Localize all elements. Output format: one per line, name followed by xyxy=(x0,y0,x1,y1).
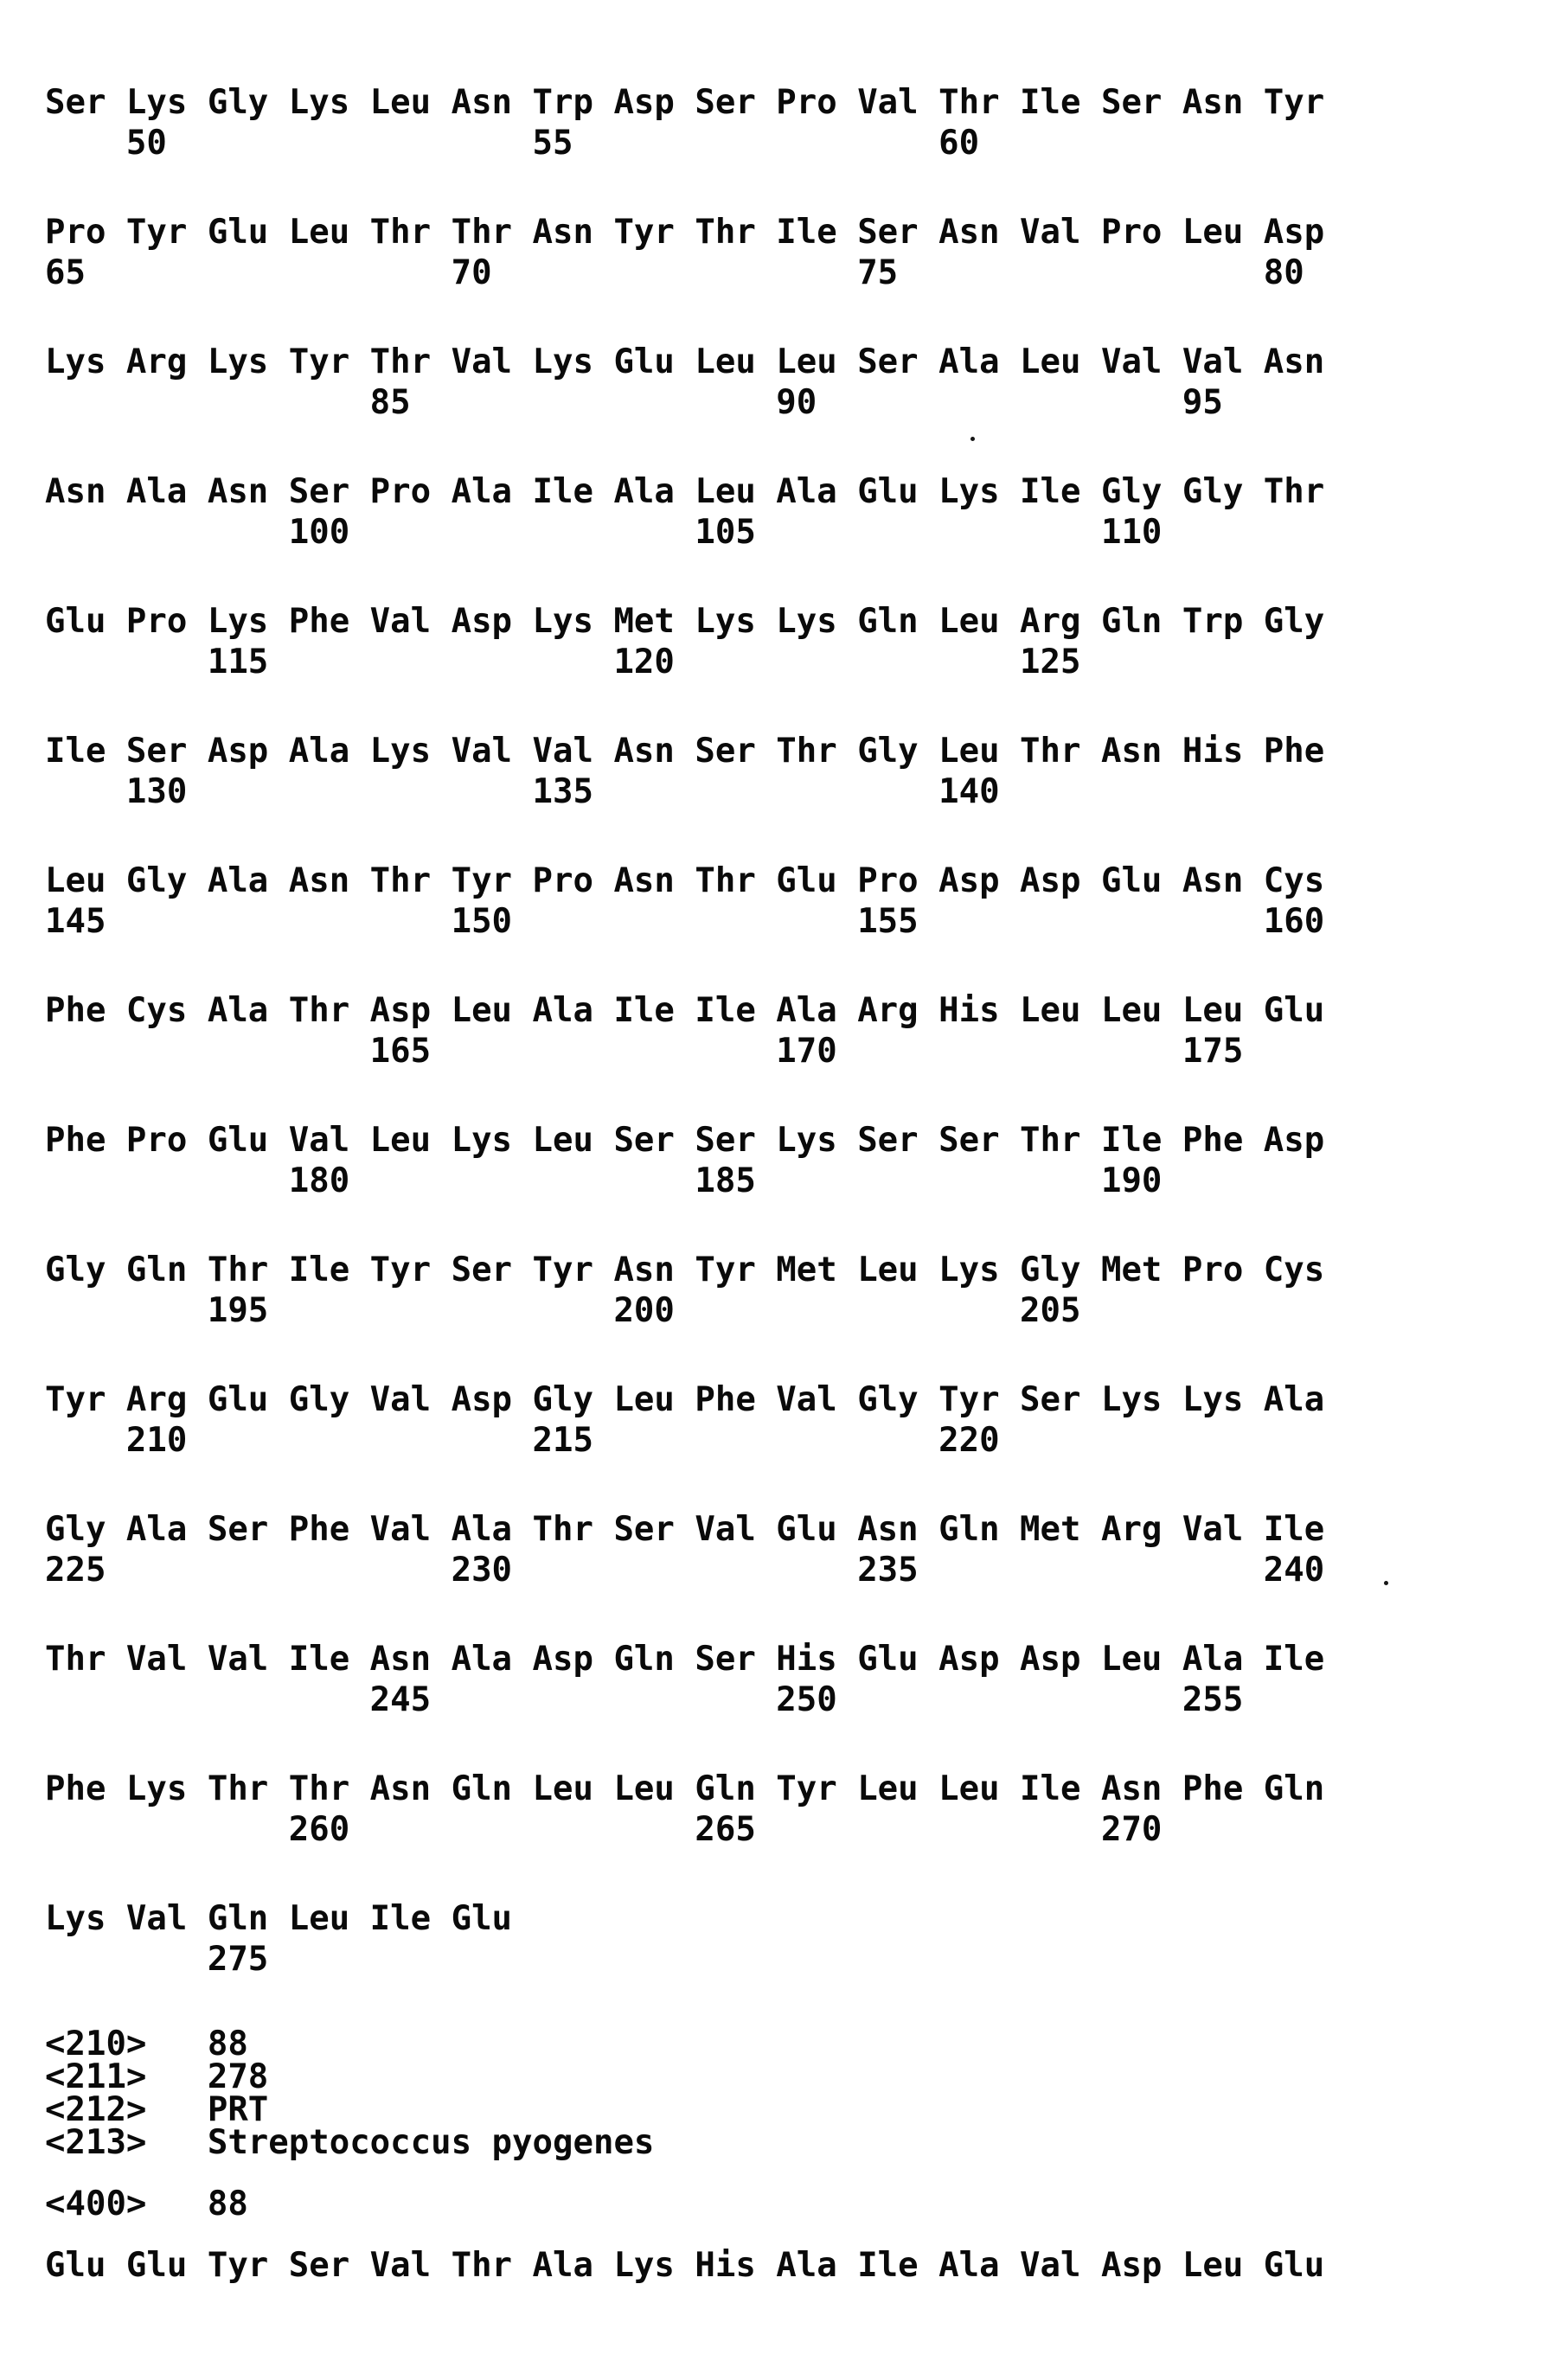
residue-number-line: 225 230 235 240 xyxy=(45,1551,1325,1590)
sequence-row xyxy=(45,1639,1563,1720)
sequence-row xyxy=(45,731,1563,812)
amino-acid-line: Thr Val Val Ile Asn Ala Asp Gln Ser His Glu Asp Asp Leu Ala Ile xyxy=(45,1640,1325,1679)
sequence-row xyxy=(45,471,1563,553)
residue-number-line: 65 70 75 80 xyxy=(45,253,1304,292)
residue-number-line: 115 120 125 xyxy=(45,643,1081,681)
sequence-400-header xyxy=(45,2185,1563,2223)
amino-acid-line: Gly Gln Thr Ile Tyr Ser Tyr Asn Tyr Met Leu Lys Gly Met Pro Cys xyxy=(45,1251,1325,1289)
sequence-row xyxy=(45,212,1563,293)
residue-number-line: 145 150 155 160 xyxy=(45,902,1325,941)
sequence-row xyxy=(45,1509,1563,1590)
sequence-row xyxy=(45,342,1563,423)
metadata-line: <210> 88 xyxy=(45,2025,248,2063)
sequence-row xyxy=(45,601,1563,682)
scan-artifact-dot xyxy=(970,437,975,441)
residue-number-line: 260 265 270 xyxy=(45,1810,1163,1849)
sequence-row xyxy=(45,1769,1563,1850)
amino-acid-line: Glu Pro Lys Phe Val Asp Lys Met Lys Lys Gln Leu Arg Gln Trp Gly xyxy=(45,602,1325,641)
residue-number-line: 165 170 175 xyxy=(45,1032,1244,1071)
sequence-row xyxy=(45,1898,1563,1980)
sequence-rows-section xyxy=(45,82,1563,1980)
sequence-400-line: <400> 88 xyxy=(45,2185,248,2223)
sequence-start-row xyxy=(45,2245,1563,2286)
amino-acid-line: Leu Gly Ala Asn Thr Tyr Pro Asn Thr Glu Pro Asp Asp Glu Asn Cys xyxy=(45,861,1325,900)
sequence-row xyxy=(45,1120,1563,1201)
amino-acid-line: Phe Lys Thr Thr Asn Gln Leu Leu Gln Tyr Leu Leu Ile Asn Phe Gln xyxy=(45,1769,1325,1808)
amino-acid-line: Tyr Arg Glu Gly Val Asp Gly Leu Phe Val Gly Tyr Ser Lys Lys Ala xyxy=(45,1380,1325,1419)
sequence-metadata-block xyxy=(45,2025,1563,2162)
residue-number-line: 180 185 190 xyxy=(45,1161,1163,1200)
amino-acid-line: Gly Ala Ser Phe Val Ala Thr Ser Val Glu Asn Gln Met Arg Val Ile xyxy=(45,1510,1325,1549)
residue-number-line: 275 xyxy=(45,1940,269,1979)
residue-number-line: 130 135 140 xyxy=(45,772,1000,811)
sequence-row xyxy=(45,990,1563,1072)
sequence-row xyxy=(45,82,1563,163)
amino-acid-line: Asn Ala Asn Ser Pro Ala Ile Ala Leu Ala Glu Lys Ile Gly Gly Thr xyxy=(45,472,1325,511)
amino-acid-line: Phe Pro Glu Val Leu Lys Leu Ser Ser Lys Ser Ser Thr Ile Phe Asp xyxy=(45,1121,1325,1160)
residue-number-line: 85 90 95 xyxy=(45,383,1223,422)
sequence-row xyxy=(45,1379,1563,1461)
amino-acid-line: Lys Val Gln Leu Ile Glu xyxy=(45,1899,513,1938)
residue-number-line: 210 215 220 xyxy=(45,1421,1000,1460)
metadata-line: <213> Streptococcus pyogenes xyxy=(45,2123,655,2162)
amino-acid-line: Ser Lys Gly Lys Leu Asn Trp Asp Ser Pro Val Thr Ile Ser Asn Tyr xyxy=(45,83,1325,122)
residue-number-line: 50 55 60 xyxy=(45,124,980,163)
amino-acid-line: Glu Glu Tyr Ser Val Thr Ala Lys His Ala Ile Ala Val Asp Leu Glu xyxy=(45,2246,1325,2285)
metadata-line: <211> 278 xyxy=(45,2057,269,2096)
amino-acid-line: Phe Cys Ala Thr Asp Leu Ala Ile Ile Ala Arg His Leu Leu Leu Glu xyxy=(45,991,1325,1030)
residue-number-line: 245 250 255 xyxy=(45,1680,1244,1719)
scan-artifact-dot xyxy=(1384,1581,1388,1585)
residue-number-line: 195 200 205 xyxy=(45,1291,1081,1330)
amino-acid-line: Ile Ser Asp Ala Lys Val Val Asn Ser Thr Gly Leu Thr Asn His Phe xyxy=(45,732,1325,771)
residue-number-line: 100 105 110 xyxy=(45,513,1163,552)
metadata-line: <212> PRT xyxy=(45,2090,269,2129)
amino-acid-line: Pro Tyr Glu Leu Thr Thr Asn Tyr Thr Ile Ser Asn Val Pro Leu Asp xyxy=(45,213,1325,252)
sequence-row xyxy=(45,1250,1563,1331)
sequence-row xyxy=(45,861,1563,942)
amino-acid-line: Lys Arg Lys Tyr Thr Val Lys Glu Leu Leu Ser Ala Leu Val Val Asn xyxy=(45,342,1325,381)
